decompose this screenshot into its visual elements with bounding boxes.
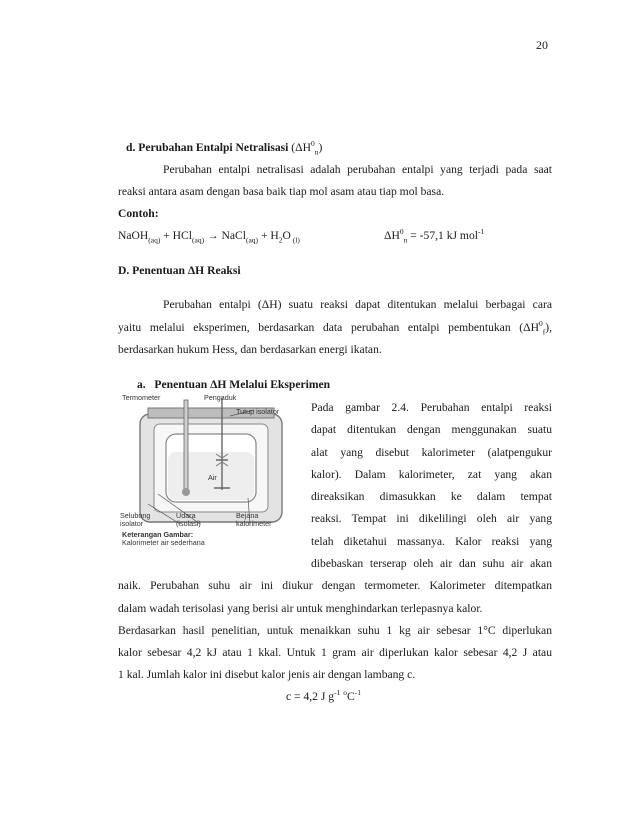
right-col-line-8: dibebaskan terserap oleh air dan suhu air akan — [311, 557, 552, 570]
label-keterangan: Keterangan Gambar: — [122, 530, 194, 539]
eq-h: + H — [258, 229, 279, 242]
eq-dh-sub: n — [403, 235, 408, 245]
eq-h2: 2 — [278, 235, 283, 245]
right-col-line-3: alat yang disebut kalorimeter (alatpengukur — [311, 446, 552, 459]
section-d-symbol: (ΔH — [291, 141, 311, 154]
formula-o: o — [343, 688, 347, 698]
section-d-para-line1: Perubahan entalpi netralisasi adalah perubahan entalpi yang terjadi pada saat — [163, 163, 552, 176]
right-col-line-5: direaksikan dimasukkan ke dalam tempat — [311, 490, 552, 503]
label-udara: Udara (isolasi) — [176, 511, 201, 528]
formula-c: c = 4,2 J g — [286, 690, 335, 703]
label-bejana: Bejana kalorimeter — [236, 511, 272, 528]
page-number: 20 — [536, 38, 548, 52]
right-col-line-7: telah diketahui massanya. Kalor reaksi yang — [311, 535, 552, 548]
example-label: Contoh: — [118, 207, 159, 220]
label-termometer: Termometer — [122, 393, 161, 402]
eq-dh-value: = -57,1 kJ mol — [407, 229, 478, 242]
section-d-title: Perubahan Entalpi Netralisasi — [138, 141, 289, 154]
eq-dh: ΔH — [384, 229, 400, 242]
right-col-line-2: dapat ditentukan dengan menggunakan suatu — [311, 423, 552, 436]
section-D-para-line1: Perubahan entalpi (ΔH) suatu reaksi dapat ditentukan melalui berbagai cara — [163, 298, 552, 311]
section-d-sup: 0 — [310, 139, 315, 149]
neutralization-dh — [384, 227, 485, 245]
full-line-5: 1 kal. Jumlah kalor ini disebut kalor jenis air dengan lambang c. — [118, 668, 416, 681]
eq-o: O — [282, 229, 291, 242]
full-line-3: Berdasarkan hasil penelitian, untuk menaikkan suhu 1 kg air sebesar 1°C diperlukan — [118, 624, 552, 637]
label-pengaduk: Pengaduk — [204, 393, 237, 402]
section-d-para-line2: reaksi antara asam dengan basa baik tiap mol asam atau tiap mol basa. — [118, 185, 445, 198]
section-D-heading: D. Penentuan ΔH Reaksi — [118, 264, 241, 277]
right-col-line-4: kalor). Dalam kalorimeter, zat yang akan — [311, 468, 552, 481]
section-d-sub: n — [314, 147, 319, 157]
eq-naoh: NaOH — [118, 229, 149, 242]
section-D-para-line2 — [118, 319, 552, 337]
section-a-heading: a. Penentuan ΔH Melalui Eksperimen — [137, 378, 331, 391]
formula-g-exp: -1 — [334, 688, 341, 698]
section-d-close: ) — [318, 141, 323, 154]
formula-c-exp: -1 — [354, 688, 361, 698]
label-tutup: Tutup isolator — [236, 407, 280, 416]
eq-nacl: → NaCl — [204, 229, 246, 242]
eq-hcl-state: (aq) — [192, 235, 205, 245]
section-D-para-line2b: ), — [545, 321, 552, 334]
section-D-sub: f — [542, 327, 546, 337]
eq-hcl: + HCl — [160, 229, 193, 242]
eq-dh-sup: 0 — [399, 227, 404, 237]
calorimeter-figure — [118, 394, 304, 549]
eq-h2o-state: (l) — [290, 235, 300, 245]
section-d-heading — [126, 139, 323, 157]
section-D-para-line2a: yaitu melalui eksperimen, berdasarkan data perubahan entalpi pembentukan (ΔH — [118, 321, 539, 334]
full-line-1: naik. Perubahan suhu air ini diukur dengan termometer. Kalorimeter ditempatkan — [118, 579, 552, 592]
section-D-para-line3: berdasarkan hukum Hess, dan berdasarkan energi ikatan. — [118, 343, 382, 356]
full-line-2: dalam wadah terisolasi yang berisi air untuk menghindarkan terlepasnya kalor. — [118, 602, 483, 615]
section-D-sup: 0 — [538, 319, 543, 329]
full-line-4: kalor sebesar 4,2 kJ atau 1 kkal. Untuk 1 gram air diperlukan kalor sebesar 4,2 J atau — [118, 646, 552, 659]
label-air: Air — [208, 473, 217, 482]
right-col-line-6: reaksi. Tempat ini dikelilingi oleh air yang — [311, 512, 552, 525]
label-selubung: Selubung isolator — [120, 511, 151, 528]
label-kalorimeter-caption: Kalorimeter air sederhana — [122, 538, 205, 547]
right-col-line-1: Pada gambar 2.4. Perubahan entalpi reaksi — [311, 401, 552, 414]
eq-naoh-state: (aq) — [148, 235, 161, 245]
formula-C: C — [347, 690, 355, 703]
neutralization-equation — [118, 229, 552, 245]
specific-heat-formula — [286, 690, 361, 703]
section-d-prefix: d. — [126, 141, 136, 154]
eq-nacl-state: (aq) — [245, 235, 259, 245]
eq-dh-exp: -1 — [477, 227, 485, 237]
